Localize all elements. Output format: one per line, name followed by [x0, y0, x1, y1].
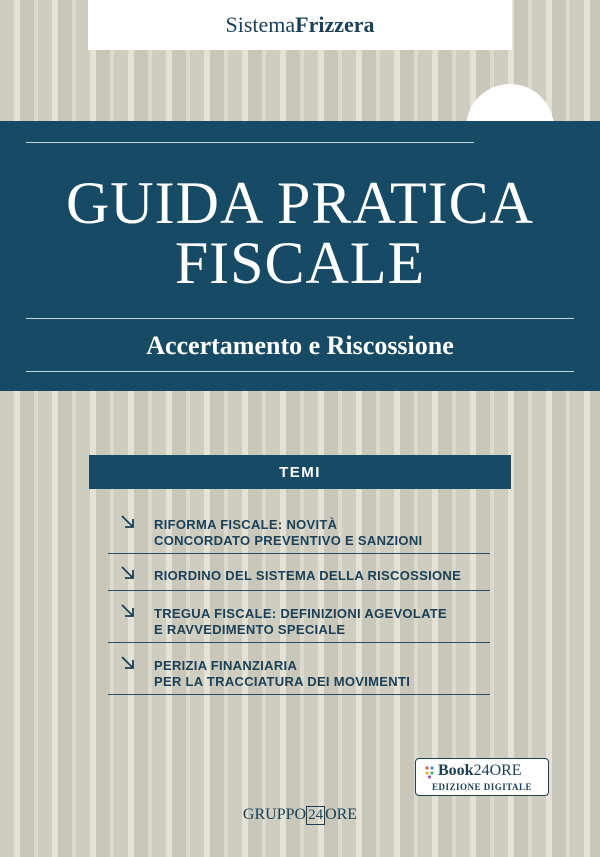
section-label: TEMI: [279, 463, 321, 481]
topic-item: [108, 599, 490, 643]
topic-line-1: TREGUA FISCALE: DEFINIZIONI AGEVOLATE: [154, 606, 448, 621]
topic-item: [108, 561, 490, 591]
topic-line-1: RIORDINO DEL SISTEMA DELLA RISCOSSIONE: [154, 568, 462, 583]
brand-part1: Sistema: [225, 12, 296, 37]
badge-name-rest: ORE: [489, 762, 522, 779]
topic-text: [154, 568, 484, 584]
title-line-2: FISCALE: [174, 230, 426, 296]
topic-text: [154, 606, 484, 638]
topic-item: [108, 510, 490, 554]
brand-logo: [225, 12, 374, 38]
divider-top: [26, 142, 474, 143]
divider-bottom: [26, 371, 574, 372]
brand-part2: Frizzera: [295, 12, 375, 37]
arrow-down-right-icon: [120, 565, 136, 581]
topic-line-2: PER LA TRACCIATURA DEI MOVIMENTI: [154, 674, 411, 689]
topic-line-2: E RAVVEDIMENTO SPECIALE: [154, 622, 346, 637]
digital-edition-badge: [415, 758, 549, 796]
arrow-down-right-icon: [120, 603, 136, 619]
arrow-down-right-icon: [120, 655, 136, 671]
badge-name: [438, 762, 522, 780]
dots-icon: [424, 765, 436, 779]
publisher-prefix: GRUPPO: [242, 806, 307, 823]
title-line-1: GUIDA PRATICA: [65, 170, 535, 236]
publisher-number: 24: [308, 807, 324, 823]
topic-item: [108, 651, 490, 695]
brand-header: [88, 0, 512, 50]
title-band: [0, 121, 600, 391]
topic-text: [154, 517, 484, 549]
badge-name-bold: Book: [438, 762, 474, 779]
topic-text: [154, 658, 484, 690]
badge-edition: EDIZIONE DIGITALE: [431, 782, 533, 792]
divider-middle: [26, 318, 574, 319]
topic-line-1: PERIZIA FINANZIARIA: [154, 658, 298, 673]
badge-name-number: 24: [473, 762, 490, 779]
subtitle: Accertamento e Riscossione: [146, 331, 454, 360]
arrow-down-right-icon: [120, 514, 136, 530]
section-heading: [89, 455, 511, 489]
publisher-logo: [0, 806, 600, 825]
topic-line-1: RIFORMA FISCALE: NOVITÀ: [154, 517, 338, 532]
publisher-suffix: ORE: [325, 806, 358, 823]
topic-line-2: CONCORDATO PREVENTIVO E SANZIONI: [154, 533, 423, 548]
